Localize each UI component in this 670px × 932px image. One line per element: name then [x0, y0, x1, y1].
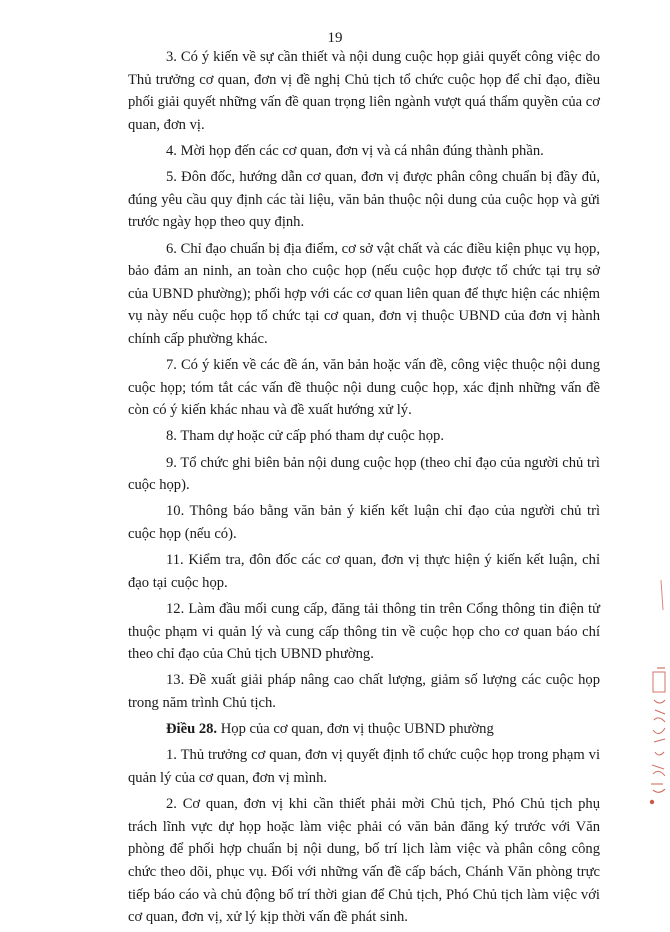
clause-12: 12. Làm đầu mối cung cấp, đăng tải thông tin trên Cổng thông tin điện tử thuộc phạm vi quản lý và cung cấp thông tin về cuộc họp cho cơ quan báo chí theo chỉ đạo của Chủ tịch UBND phường. — [128, 601, 600, 663]
document-body — [128, 46, 600, 932]
seal-marks-icon — [641, 560, 667, 830]
clause-3: 3. Có ý kiến về sự cần thiết và nội dung cuộc họp giải quyết công việc do Thủ trưởng cơ quan, đơn vị đề nghị Chủ tịch tổ chức cuộc họp để chỉ đạo, điều phối giải quyết những vấn đề quan trọng liên ngành vượt quá thẩm quyền của cơ quan, đơn vị. — [128, 49, 600, 133]
seal-fragment — [641, 560, 667, 830]
clause-6: 6. Chỉ đạo chuẩn bị địa điểm, cơ sở vật chất và các điều kiện phục vụ họp, bảo đảm an ninh, an toàn cho cuộc họp (nếu cuộc họp được tổ chức tại trụ sở của UBND phường); phối hợp với các cơ quan liên quan để thực hiện các nhiệm vụ này nếu cuộc họp tổ chức tại cơ quan, đơn vị thuộc UBND của đơn vị hành chính cấp phường khác. — [128, 240, 600, 347]
clause-13: 13. Đề xuất giải pháp nâng cao chất lượng, giảm số lượng các cuộc họp trong năm trình Chủ tịch. — [128, 672, 600, 711]
article-28-heading — [128, 718, 600, 741]
clause-9: 9. Tổ chức ghi biên bản nội dung cuộc họp (theo chỉ đạo của người chủ trì cuộc họp). — [128, 454, 600, 494]
clause-5: 5. Đôn đốc, hướng dẫn cơ quan, đơn vị được phân công chuẩn bị đầy đủ, đúng yêu cầu quy định các tài liệu, văn bản thuộc nội dung của cuộc họp và gửi trước ngày họp theo quy định. — [128, 169, 600, 231]
article-label: Điều 28. — [166, 721, 218, 738]
article-28-clause-2: 2. Cơ quan, đơn vị khi cần thiết phải mời Chủ tịch, Phó Chủ tịch phụ trách lĩnh vực dự họp hoặc làm việc phải có văn bản đăng ký trước với Văn phòng để phối hợp chuẩn bị nội dung, bố trí lịch làm việc và phân công công chức theo dõi, phục vụ. Đối với những vấn đề cấp bách, Chánh Văn phòng trực tiếp báo cáo và chủ động bố trí thời gian để Chủ tịch, Phó Chủ tịch làm việc với cơ quan, đơn vị, xử lý kịp thời vấn đề phát sinh. — [128, 796, 600, 926]
clause-7: 7. Có ý kiến về các đề án, văn bản hoặc vấn đề, công việc thuộc nội dung cuộc họp; tóm tắt các vấn đề thuộc nội dung cuộc họp, xác định những vấn đề còn có ý kiến khác nhau và đề xuất hướng xử lý. — [128, 357, 600, 419]
page-number: 19 — [327, 30, 343, 46]
clause-4: 4. Mời họp đến các cơ quan, đơn vị và cá nhân đúng thành phần. — [166, 142, 544, 159]
clause-8: 8. Tham dự hoặc cử cấp phó tham dự cuộc họp. — [166, 428, 444, 445]
article-title: Họp của cơ quan, đơn vị thuộc UBND phường — [217, 721, 494, 738]
article-28-clause-1: 1. Thủ trưởng cơ quan, đơn vị quyết định tổ chức cuộc họp trong phạm vi quản lý của cơ quan, đơn vị mình. — [128, 747, 600, 786]
clause-10: 10. Thông báo bằng văn bản ý kiến kết luận chỉ đạo của người chủ trì cuộc họp (nếu có). — [128, 503, 600, 543]
clause-11: 11. Kiểm tra, đôn đốc các cơ quan, đơn vị thực hiện ý kiến kết luận, chỉ đạo tại cuộc họp. — [128, 552, 600, 591]
